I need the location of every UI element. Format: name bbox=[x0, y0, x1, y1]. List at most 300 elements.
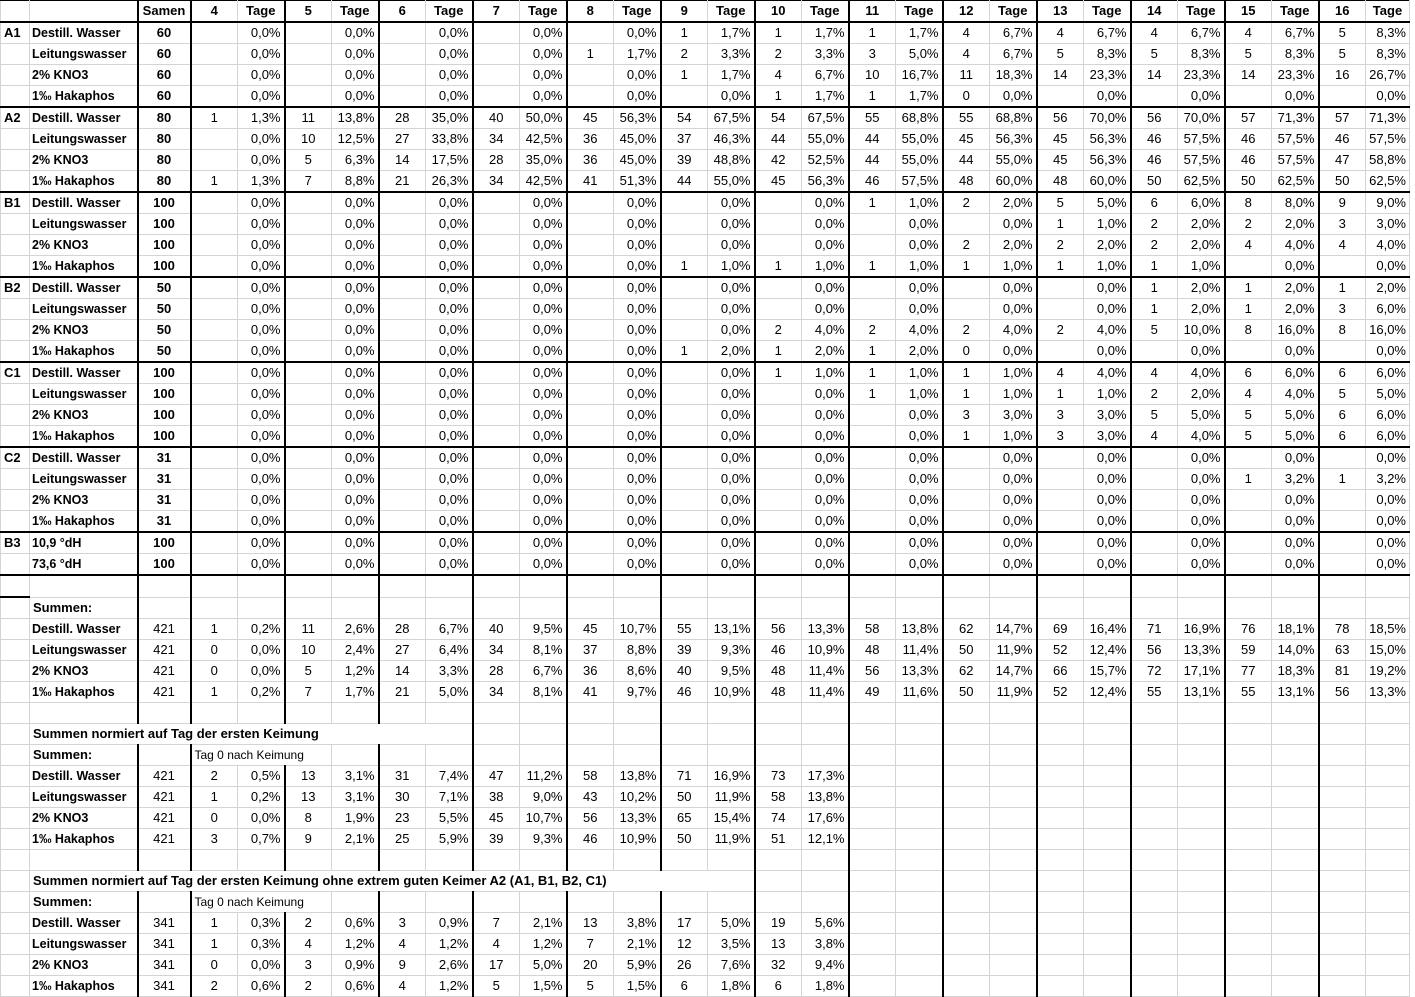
percent-cell[interactable]: 0,0% bbox=[614, 426, 661, 448]
count-cell[interactable]: 21 bbox=[379, 171, 426, 193]
count-cell[interactable]: 3 bbox=[849, 44, 896, 65]
percent-cell[interactable]: 1,2% bbox=[332, 661, 379, 682]
empty-cell[interactable] bbox=[567, 850, 614, 871]
percent-cell[interactable]: 0,2% bbox=[238, 682, 285, 703]
empty-cell[interactable] bbox=[755, 745, 802, 766]
percent-cell[interactable]: 0,0% bbox=[1272, 447, 1319, 469]
count-cell[interactable]: 2 bbox=[285, 913, 332, 934]
tag0-label[interactable]: Tag 0 nach Keimung bbox=[191, 745, 332, 766]
empty-cell[interactable] bbox=[1319, 850, 1366, 871]
group-code-cell[interactable] bbox=[1, 214, 30, 235]
percent-cell[interactable]: 0,0% bbox=[614, 490, 661, 511]
percent-cell[interactable]: 0,0% bbox=[1272, 86, 1319, 108]
count-cell[interactable]: 7 bbox=[285, 171, 332, 193]
count-cell[interactable]: 2 bbox=[1037, 235, 1084, 256]
percent-cell[interactable]: 33,8% bbox=[426, 129, 473, 150]
count-cell[interactable] bbox=[473, 65, 520, 86]
percent-cell[interactable]: 0,3% bbox=[238, 913, 285, 934]
percent-cell[interactable]: 1,8% bbox=[708, 976, 755, 997]
empty-cell[interactable] bbox=[30, 575, 138, 597]
count-cell[interactable]: 27 bbox=[379, 640, 426, 661]
empty-cell[interactable] bbox=[708, 575, 755, 597]
empty-cell[interactable] bbox=[1366, 597, 1410, 619]
empty-cell[interactable] bbox=[614, 575, 661, 597]
count-cell[interactable] bbox=[1037, 86, 1084, 108]
count-cell[interactable]: 1 bbox=[661, 22, 708, 44]
row-label-cell[interactable]: 2% KNO3 bbox=[30, 235, 138, 256]
empty-cell[interactable] bbox=[1366, 575, 1410, 597]
empty-cell[interactable] bbox=[896, 787, 943, 808]
count-cell[interactable] bbox=[943, 490, 990, 511]
empty-cell[interactable] bbox=[802, 745, 849, 766]
group-code-cell[interactable] bbox=[1, 44, 30, 65]
count-cell[interactable] bbox=[661, 426, 708, 448]
percent-cell[interactable]: 0,0% bbox=[708, 192, 755, 214]
empty-cell[interactable] bbox=[849, 703, 896, 724]
percent-cell[interactable]: 35,0% bbox=[520, 150, 567, 171]
count-cell[interactable] bbox=[1319, 532, 1366, 554]
count-cell[interactable] bbox=[379, 192, 426, 214]
count-cell[interactable] bbox=[285, 320, 332, 341]
count-cell[interactable] bbox=[849, 490, 896, 511]
count-cell[interactable]: 56 bbox=[1131, 640, 1178, 661]
group-code-cell[interactable]: C1 bbox=[1, 362, 30, 384]
count-cell[interactable] bbox=[191, 490, 238, 511]
percent-cell[interactable]: 0,0% bbox=[1366, 256, 1410, 278]
count-cell[interactable]: 45 bbox=[1037, 129, 1084, 150]
empty-cell[interactable] bbox=[1037, 892, 1084, 913]
count-cell[interactable] bbox=[661, 469, 708, 490]
percent-cell[interactable]: 0,0% bbox=[332, 511, 379, 533]
row-label-cell[interactable]: Leitungswasser bbox=[30, 640, 138, 661]
percent-cell[interactable]: 1,0% bbox=[990, 256, 1037, 278]
row-label-cell[interactable]: Leitungswasser bbox=[30, 214, 138, 235]
count-cell[interactable] bbox=[285, 192, 332, 214]
count-cell[interactable] bbox=[661, 277, 708, 299]
percent-cell[interactable]: 6,7% bbox=[1178, 22, 1225, 44]
count-cell[interactable]: 28 bbox=[379, 107, 426, 129]
empty-cell[interactable] bbox=[990, 892, 1037, 913]
percent-cell[interactable]: 13,8% bbox=[802, 787, 849, 808]
empty-cell[interactable] bbox=[849, 850, 896, 871]
percent-cell[interactable]: 8,0% bbox=[1272, 192, 1319, 214]
count-cell[interactable]: 5 bbox=[1319, 384, 1366, 405]
percent-cell[interactable]: 11,2% bbox=[520, 766, 567, 787]
count-cell[interactable]: 48 bbox=[755, 682, 802, 703]
count-cell[interactable]: 5 bbox=[473, 976, 520, 997]
count-cell[interactable]: 2 bbox=[1225, 214, 1272, 235]
samen-cell[interactable]: 31 bbox=[138, 447, 191, 469]
percent-cell[interactable]: 0,0% bbox=[238, 299, 285, 320]
count-cell[interactable] bbox=[661, 447, 708, 469]
percent-cell[interactable]: 60,0% bbox=[1084, 171, 1131, 193]
empty-cell[interactable] bbox=[1084, 745, 1131, 766]
count-cell[interactable] bbox=[755, 511, 802, 533]
count-cell[interactable]: 5 bbox=[1037, 192, 1084, 214]
percent-cell[interactable]: 3,3% bbox=[426, 661, 473, 682]
percent-cell[interactable]: 0,0% bbox=[1178, 341, 1225, 363]
percent-cell[interactable]: 0,0% bbox=[802, 299, 849, 320]
count-cell[interactable]: 1 bbox=[755, 341, 802, 363]
count-cell[interactable]: 44 bbox=[849, 150, 896, 171]
section-title[interactable]: Summen: bbox=[30, 597, 138, 619]
percent-cell[interactable]: 2,0% bbox=[896, 341, 943, 363]
percent-cell[interactable]: 3,8% bbox=[802, 934, 849, 955]
samen-cell[interactable]: 50 bbox=[138, 277, 191, 299]
empty-cell[interactable] bbox=[1225, 575, 1272, 597]
percent-cell[interactable]: 0,6% bbox=[238, 976, 285, 997]
percent-cell[interactable]: 0,0% bbox=[1084, 511, 1131, 533]
count-cell[interactable]: 1 bbox=[1225, 277, 1272, 299]
count-cell[interactable]: 50 bbox=[1319, 171, 1366, 193]
percent-cell[interactable]: 8,3% bbox=[1366, 22, 1410, 44]
percent-cell[interactable]: 8,1% bbox=[520, 682, 567, 703]
percent-cell[interactable]: 1,0% bbox=[802, 362, 849, 384]
group-code-cell[interactable] bbox=[1, 469, 30, 490]
samen-cell[interactable]: 421 bbox=[138, 682, 191, 703]
count-cell[interactable] bbox=[285, 86, 332, 108]
count-cell[interactable] bbox=[379, 469, 426, 490]
count-cell[interactable] bbox=[755, 405, 802, 426]
count-cell[interactable]: 2 bbox=[943, 192, 990, 214]
count-cell[interactable]: 62 bbox=[943, 661, 990, 682]
empty-cell[interactable] bbox=[473, 892, 520, 913]
percent-cell[interactable]: 0,2% bbox=[238, 787, 285, 808]
percent-cell[interactable]: 3,8% bbox=[614, 913, 661, 934]
count-cell[interactable]: 2 bbox=[1131, 235, 1178, 256]
empty-cell[interactable] bbox=[138, 597, 191, 619]
percent-cell[interactable]: 0,0% bbox=[238, 192, 285, 214]
empty-cell[interactable] bbox=[1, 787, 30, 808]
count-cell[interactable] bbox=[1225, 532, 1272, 554]
count-cell[interactable] bbox=[473, 44, 520, 65]
percent-cell[interactable]: 0,0% bbox=[614, 214, 661, 235]
empty-cell[interactable] bbox=[1366, 955, 1410, 976]
count-cell[interactable]: 5 bbox=[1319, 44, 1366, 65]
samen-cell[interactable]: 421 bbox=[138, 640, 191, 661]
percent-cell[interactable]: 0,0% bbox=[896, 532, 943, 554]
percent-cell[interactable]: 0,0% bbox=[332, 405, 379, 426]
empty-cell[interactable] bbox=[1178, 976, 1225, 997]
percent-cell[interactable]: 0,0% bbox=[426, 320, 473, 341]
percent-cell[interactable]: 0,0% bbox=[896, 405, 943, 426]
count-cell[interactable]: 45 bbox=[755, 171, 802, 193]
count-cell[interactable]: 1 bbox=[1319, 277, 1366, 299]
section-title[interactable]: Summen normiert auf Tag der ersten Keimung bbox=[30, 724, 473, 745]
percent-cell[interactable]: 2,0% bbox=[1178, 299, 1225, 320]
empty-cell[interactable] bbox=[849, 597, 896, 619]
percent-cell[interactable]: 56,3% bbox=[990, 129, 1037, 150]
empty-cell[interactable] bbox=[1225, 913, 1272, 934]
row-label-cell[interactable]: Leitungswasser bbox=[30, 44, 138, 65]
percent-cell[interactable]: 0,0% bbox=[520, 235, 567, 256]
percent-cell[interactable]: 0,0% bbox=[614, 277, 661, 299]
percent-cell[interactable]: 1,7% bbox=[802, 22, 849, 44]
percent-cell[interactable]: 13,3% bbox=[614, 808, 661, 829]
percent-cell[interactable]: 1,0% bbox=[896, 384, 943, 405]
percent-cell[interactable]: 16,0% bbox=[1366, 320, 1410, 341]
percent-cell[interactable]: 0,0% bbox=[520, 65, 567, 86]
count-cell[interactable] bbox=[191, 65, 238, 86]
group-code-cell[interactable] bbox=[1, 490, 30, 511]
percent-cell[interactable]: 0,0% bbox=[708, 511, 755, 533]
percent-cell[interactable]: 0,0% bbox=[614, 362, 661, 384]
empty-cell[interactable] bbox=[426, 575, 473, 597]
empty-cell[interactable] bbox=[1366, 724, 1410, 745]
count-cell[interactable] bbox=[285, 44, 332, 65]
count-cell[interactable] bbox=[943, 511, 990, 533]
empty-cell[interactable] bbox=[138, 703, 191, 724]
percent-cell[interactable]: 0,0% bbox=[332, 256, 379, 278]
empty-cell[interactable] bbox=[943, 955, 990, 976]
count-cell[interactable] bbox=[473, 532, 520, 554]
percent-cell[interactable]: 0,0% bbox=[520, 554, 567, 576]
count-cell[interactable]: 50 bbox=[1131, 171, 1178, 193]
percent-cell[interactable]: 0,0% bbox=[614, 299, 661, 320]
count-cell[interactable]: 39 bbox=[661, 640, 708, 661]
percent-cell[interactable]: 0,0% bbox=[1178, 490, 1225, 511]
percent-cell[interactable]: 12,4% bbox=[1084, 640, 1131, 661]
group-code-cell[interactable] bbox=[1, 405, 30, 426]
percent-cell[interactable]: 0,0% bbox=[802, 277, 849, 299]
percent-cell[interactable]: 0,0% bbox=[896, 490, 943, 511]
count-cell[interactable]: 4 bbox=[943, 22, 990, 44]
count-cell[interactable]: 48 bbox=[849, 640, 896, 661]
empty-cell[interactable] bbox=[1272, 597, 1319, 619]
row-label-cell[interactable]: 2% KNO3 bbox=[30, 150, 138, 171]
percent-cell[interactable]: 0,0% bbox=[708, 469, 755, 490]
count-cell[interactable]: 8 bbox=[285, 808, 332, 829]
count-cell[interactable]: 1 bbox=[191, 682, 238, 703]
percent-cell[interactable]: 8,8% bbox=[614, 640, 661, 661]
count-cell[interactable]: 37 bbox=[661, 129, 708, 150]
count-cell[interactable]: 1 bbox=[755, 362, 802, 384]
count-cell[interactable]: 58 bbox=[755, 787, 802, 808]
percent-cell[interactable]: 10,7% bbox=[520, 808, 567, 829]
count-cell[interactable]: 3 bbox=[1037, 405, 1084, 426]
percent-cell[interactable]: 0,0% bbox=[238, 129, 285, 150]
empty-cell[interactable] bbox=[896, 892, 943, 913]
count-cell[interactable] bbox=[473, 235, 520, 256]
group-code-cell[interactable] bbox=[1, 129, 30, 150]
empty-cell[interactable] bbox=[802, 575, 849, 597]
count-cell[interactable]: 48 bbox=[755, 661, 802, 682]
empty-cell[interactable] bbox=[1272, 871, 1319, 892]
empty-cell[interactable] bbox=[896, 745, 943, 766]
percent-cell[interactable]: 0,0% bbox=[1272, 256, 1319, 278]
percent-cell[interactable]: 0,0% bbox=[708, 490, 755, 511]
empty-cell[interactable] bbox=[896, 597, 943, 619]
count-cell[interactable]: 4 bbox=[1131, 22, 1178, 44]
empty-cell[interactable] bbox=[379, 892, 426, 913]
empty-cell[interactable] bbox=[943, 808, 990, 829]
count-cell[interactable]: 44 bbox=[661, 171, 708, 193]
percent-cell[interactable]: 0,0% bbox=[614, 256, 661, 278]
count-cell[interactable] bbox=[1037, 341, 1084, 363]
count-cell[interactable]: 6 bbox=[661, 976, 708, 997]
count-cell[interactable] bbox=[755, 490, 802, 511]
samen-cell[interactable]: 100 bbox=[138, 235, 191, 256]
percent-cell[interactable]: 0,0% bbox=[238, 955, 285, 976]
count-cell[interactable] bbox=[661, 214, 708, 235]
empty-cell[interactable] bbox=[138, 575, 191, 597]
empty-cell[interactable] bbox=[1178, 766, 1225, 787]
empty-cell[interactable] bbox=[990, 745, 1037, 766]
percent-cell[interactable]: 0,0% bbox=[990, 469, 1037, 490]
percent-cell[interactable]: 0,0% bbox=[1084, 447, 1131, 469]
percent-cell[interactable]: 0,7% bbox=[238, 829, 285, 850]
percent-cell[interactable]: 3,0% bbox=[1084, 405, 1131, 426]
count-cell[interactable]: 14 bbox=[379, 150, 426, 171]
percent-cell[interactable]: 6,0% bbox=[1178, 192, 1225, 214]
percent-cell[interactable]: 0,0% bbox=[332, 384, 379, 405]
percent-cell[interactable]: 3,1% bbox=[332, 787, 379, 808]
percent-cell[interactable]: 0,0% bbox=[708, 320, 755, 341]
percent-cell[interactable]: 0,0% bbox=[426, 256, 473, 278]
count-cell[interactable]: 0 bbox=[191, 661, 238, 682]
row-label-cell[interactable]: 73,6 °dH bbox=[30, 554, 138, 576]
count-cell[interactable] bbox=[849, 554, 896, 576]
count-cell[interactable] bbox=[191, 341, 238, 363]
count-cell[interactable]: 5 bbox=[1131, 44, 1178, 65]
count-cell[interactable]: 1 bbox=[661, 256, 708, 278]
empty-cell[interactable] bbox=[1366, 892, 1410, 913]
percent-cell[interactable]: 13,8% bbox=[332, 107, 379, 129]
header-cell[interactable]: Tage bbox=[614, 1, 661, 23]
percent-cell[interactable]: 3,0% bbox=[1084, 426, 1131, 448]
percent-cell[interactable]: 0,0% bbox=[520, 511, 567, 533]
count-cell[interactable]: 66 bbox=[1037, 661, 1084, 682]
group-code-cell[interactable] bbox=[1, 256, 30, 278]
count-cell[interactable]: 1 bbox=[943, 362, 990, 384]
percent-cell[interactable]: 35,0% bbox=[426, 107, 473, 129]
percent-cell[interactable]: 1,8% bbox=[802, 976, 849, 997]
count-cell[interactable] bbox=[473, 192, 520, 214]
count-cell[interactable] bbox=[1319, 86, 1366, 108]
count-cell[interactable]: 8 bbox=[1225, 320, 1272, 341]
percent-cell[interactable]: 6,4% bbox=[426, 640, 473, 661]
empty-cell[interactable] bbox=[473, 703, 520, 724]
samen-cell[interactable]: 341 bbox=[138, 913, 191, 934]
percent-cell[interactable]: 0,0% bbox=[520, 192, 567, 214]
percent-cell[interactable]: 0,0% bbox=[238, 256, 285, 278]
empty-cell[interactable] bbox=[1272, 850, 1319, 871]
header-cell[interactable]: 15 bbox=[1225, 1, 1272, 23]
count-cell[interactable]: 32 bbox=[755, 955, 802, 976]
count-cell[interactable]: 20 bbox=[567, 955, 614, 976]
percent-cell[interactable]: 4,0% bbox=[1178, 426, 1225, 448]
empty-cell[interactable] bbox=[755, 871, 802, 892]
count-cell[interactable] bbox=[943, 554, 990, 576]
empty-cell[interactable] bbox=[1319, 871, 1366, 892]
count-cell[interactable] bbox=[567, 447, 614, 469]
empty-cell[interactable] bbox=[1037, 850, 1084, 871]
percent-cell[interactable]: 3,1% bbox=[332, 766, 379, 787]
percent-cell[interactable]: 0,0% bbox=[238, 808, 285, 829]
count-cell[interactable] bbox=[567, 256, 614, 278]
count-cell[interactable] bbox=[1131, 532, 1178, 554]
percent-cell[interactable]: 0,5% bbox=[238, 766, 285, 787]
empty-cell[interactable] bbox=[379, 575, 426, 597]
percent-cell[interactable]: 5,0% bbox=[426, 682, 473, 703]
header-cell[interactable]: Samen bbox=[138, 1, 191, 23]
count-cell[interactable] bbox=[379, 277, 426, 299]
percent-cell[interactable]: 0,0% bbox=[1084, 299, 1131, 320]
percent-cell[interactable]: 1,0% bbox=[990, 384, 1037, 405]
percent-cell[interactable]: 0,0% bbox=[1084, 277, 1131, 299]
percent-cell[interactable]: 0,0% bbox=[708, 214, 755, 235]
samen-cell[interactable]: 50 bbox=[138, 299, 191, 320]
percent-cell[interactable]: 8,1% bbox=[520, 640, 567, 661]
empty-cell[interactable] bbox=[1178, 892, 1225, 913]
percent-cell[interactable]: 0,0% bbox=[238, 214, 285, 235]
percent-cell[interactable]: 0,0% bbox=[426, 214, 473, 235]
empty-cell[interactable] bbox=[1272, 955, 1319, 976]
count-cell[interactable]: 71 bbox=[1131, 619, 1178, 640]
percent-cell[interactable]: 10,9% bbox=[614, 829, 661, 850]
percent-cell[interactable]: 0,0% bbox=[896, 554, 943, 576]
count-cell[interactable]: 11 bbox=[943, 65, 990, 86]
empty-cell[interactable] bbox=[285, 597, 332, 619]
percent-cell[interactable]: 0,0% bbox=[520, 86, 567, 108]
count-cell[interactable]: 1 bbox=[191, 787, 238, 808]
count-cell[interactable]: 1 bbox=[849, 86, 896, 108]
count-cell[interactable]: 2 bbox=[849, 320, 896, 341]
empty-cell[interactable] bbox=[802, 892, 849, 913]
count-cell[interactable] bbox=[379, 362, 426, 384]
empty-cell[interactable] bbox=[1319, 976, 1366, 997]
empty-cell[interactable] bbox=[849, 955, 896, 976]
count-cell[interactable]: 50 bbox=[943, 640, 990, 661]
row-label-cell[interactable]: 2% KNO3 bbox=[30, 405, 138, 426]
count-cell[interactable] bbox=[473, 362, 520, 384]
percent-cell[interactable]: 0,0% bbox=[520, 320, 567, 341]
percent-cell[interactable]: 0,0% bbox=[708, 447, 755, 469]
percent-cell[interactable]: 0,0% bbox=[1272, 554, 1319, 576]
count-cell[interactable]: 26 bbox=[661, 955, 708, 976]
percent-cell[interactable]: 9,0% bbox=[520, 787, 567, 808]
count-cell[interactable] bbox=[1225, 511, 1272, 533]
percent-cell[interactable]: 0,0% bbox=[520, 214, 567, 235]
row-label-cell[interactable]: Destill. Wasser bbox=[30, 107, 138, 129]
count-cell[interactable]: 4 bbox=[379, 934, 426, 955]
empty-cell[interactable] bbox=[1, 976, 30, 997]
empty-cell[interactable] bbox=[1, 934, 30, 955]
percent-cell[interactable]: 13,1% bbox=[708, 619, 755, 640]
count-cell[interactable] bbox=[661, 235, 708, 256]
percent-cell[interactable]: 0,0% bbox=[708, 426, 755, 448]
count-cell[interactable]: 1 bbox=[661, 65, 708, 86]
count-cell[interactable] bbox=[943, 299, 990, 320]
empty-cell[interactable] bbox=[1319, 724, 1366, 745]
row-label-cell[interactable]: Destill. Wasser bbox=[30, 766, 138, 787]
percent-cell[interactable]: 0,0% bbox=[520, 277, 567, 299]
count-cell[interactable]: 14 bbox=[379, 661, 426, 682]
percent-cell[interactable]: 67,5% bbox=[802, 107, 849, 129]
empty-cell[interactable] bbox=[990, 871, 1037, 892]
percent-cell[interactable]: 23,3% bbox=[1178, 65, 1225, 86]
empty-cell[interactable] bbox=[285, 703, 332, 724]
percent-cell[interactable]: 1,7% bbox=[708, 65, 755, 86]
empty-cell[interactable] bbox=[426, 892, 473, 913]
empty-cell[interactable] bbox=[191, 703, 238, 724]
percent-cell[interactable]: 55,0% bbox=[802, 129, 849, 150]
count-cell[interactable]: 46 bbox=[567, 829, 614, 850]
count-cell[interactable]: 30 bbox=[379, 787, 426, 808]
percent-cell[interactable]: 2,0% bbox=[1084, 235, 1131, 256]
empty-cell[interactable] bbox=[1319, 934, 1366, 955]
count-cell[interactable]: 1 bbox=[849, 192, 896, 214]
